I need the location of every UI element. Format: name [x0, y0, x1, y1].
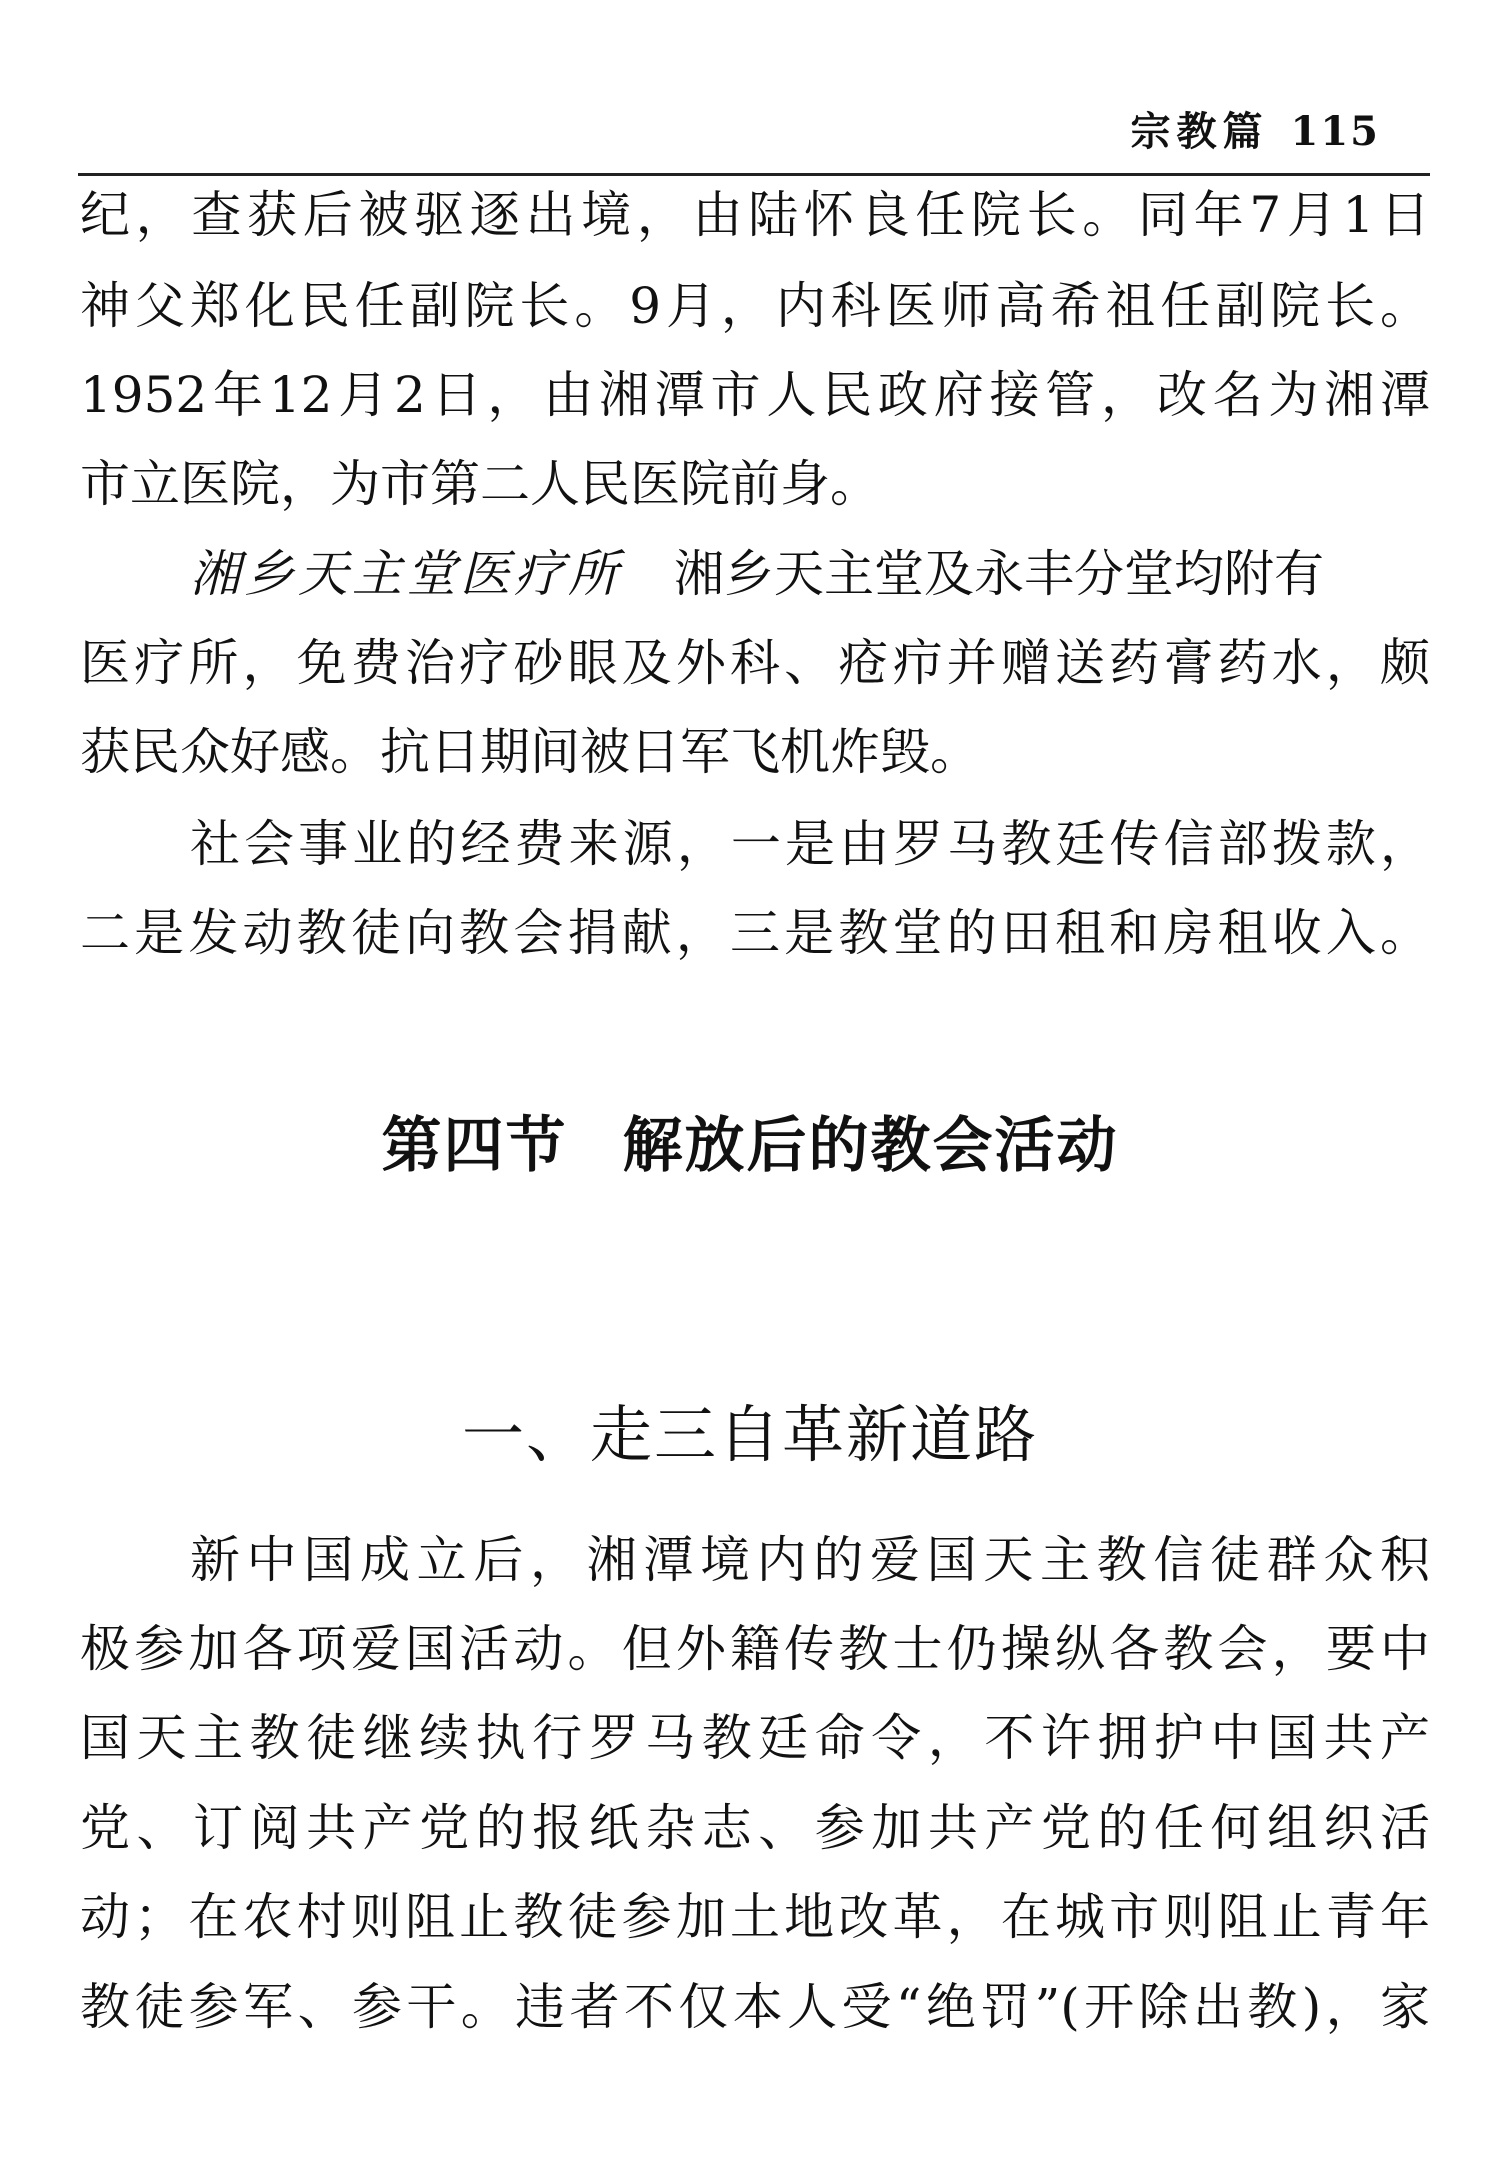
text-line: 极参加各项爱国活动。但外籍传教士仍操纵各教会，要中 — [80, 1620, 1430, 1678]
text-line: 新中国成立后，湘潭境内的爱国天主教信徒群众积 — [190, 1531, 1430, 1589]
text-line: 市立医院，为市第二人民医院前身。 — [80, 455, 880, 513]
text-line — [190, 544, 1430, 604]
text-run: 湘乡天主堂及永丰分堂均附有 — [674, 545, 1324, 603]
text-line: 获民众好感。抗日期间被日军飞机炸毁。 — [80, 723, 980, 781]
text-line: 教徒参军、参干。违者不仅本人受“绝罚”(开除出教)，家 — [80, 1978, 1430, 2036]
page-number: 115 — [1290, 108, 1380, 155]
text-line: 国天主教徒继续执行罗马教廷命令，不许拥护中国共产 — [80, 1709, 1430, 1767]
section-title — [0, 1098, 1500, 1184]
text-line: 1952年12月2日，由湘潭市人民政府接管，改名为湘潭 — [80, 366, 1430, 424]
text-line: 党、订阅共产党的报纸杂志、参加共产党的任何组织活 — [80, 1799, 1430, 1857]
text-line: 医疗所，免费治疗砂眼及外科、疮疖并赠送药膏药水，颇 — [80, 634, 1430, 692]
running-head — [1131, 100, 1381, 157]
run-in-heading: 湘乡天主堂医疗所 — [190, 545, 622, 603]
header-rule — [78, 173, 1430, 176]
text-line: 社会事业的经费来源，一是由罗马教廷传信部拨款， — [190, 815, 1430, 873]
text-line: 纪，查获后被驱逐出境，由陆怀良任院长。同年7月1日 — [80, 186, 1430, 244]
section-name: 宗教篇 — [1130, 108, 1269, 155]
section-heading: 解放后的教会活动 — [622, 1111, 1119, 1181]
text-line: 动；在农村则阻止教徒参加土地改革，在城市则阻止青年 — [80, 1888, 1430, 1946]
text-line: 二是发动教徒向教会捐献，三是教堂的田租和房租收入。 — [80, 904, 1430, 962]
subsection-title: 一、走三自革新道路 — [461, 1398, 1038, 1471]
section-number: 第四节 — [381, 1111, 568, 1181]
text-line: 神父郑化民任副院长。9月，内科医师高希祖任副院长。 — [80, 277, 1430, 335]
